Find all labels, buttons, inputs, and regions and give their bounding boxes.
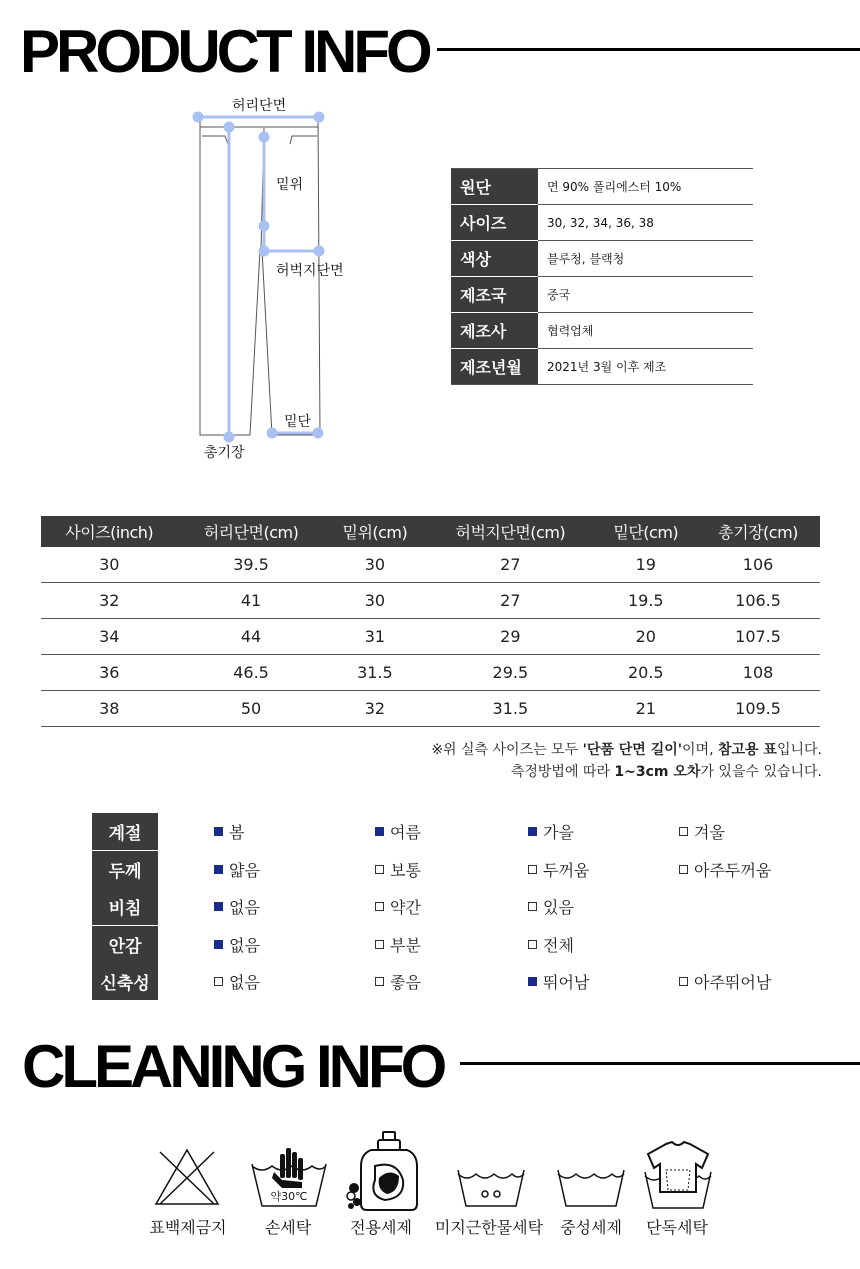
product-spec-table — [451, 168, 753, 385]
attribute-option — [528, 813, 574, 850]
checked-box-icon — [214, 865, 223, 874]
size-note-1 — [431, 739, 822, 759]
spec-row — [451, 169, 753, 205]
spec-row — [451, 349, 753, 385]
attribute-option — [214, 851, 260, 888]
unchecked-box-icon — [679, 865, 688, 874]
table-cell: 31.5 — [325, 655, 426, 691]
size-table-header: 허리단면(cm) — [178, 516, 325, 547]
attribute-key: 계절 — [92, 813, 158, 850]
spec-row — [451, 241, 753, 277]
table-cell: 30 — [325, 583, 426, 619]
table-cell: 19 — [595, 547, 696, 583]
spec-row — [451, 205, 753, 241]
spec-value: 2021년 3월 이후 제조 — [538, 349, 753, 385]
size-table-header: 사이즈(inch) — [41, 516, 178, 547]
checked-box-icon — [214, 902, 223, 911]
attribute-option — [528, 888, 574, 925]
table-cell: 32 — [325, 691, 426, 727]
attribute-option — [528, 926, 574, 963]
checked-box-icon — [528, 977, 537, 986]
checked-box-icon — [214, 827, 223, 836]
table-cell: 31.5 — [425, 691, 595, 727]
table-cell: 107.5 — [696, 619, 820, 655]
label-thigh: 허벅지단면 — [276, 263, 344, 279]
lukewarm-wash-icon — [455, 1164, 527, 1210]
table-row — [41, 547, 820, 583]
attribute-option — [375, 963, 421, 1000]
note-text: 입니다. — [776, 742, 822, 758]
size-note-2 — [511, 761, 822, 781]
no-bleach-icon — [152, 1146, 222, 1208]
size-table-header: 허벅지단면(cm) — [425, 516, 595, 547]
table-cell: 46.5 — [178, 655, 325, 691]
unchecked-box-icon — [375, 902, 384, 911]
note-text: ※위 실측 사이즈는 모두 — [431, 742, 583, 758]
label-hem: 밑단 — [284, 414, 312, 430]
attribute-option — [679, 963, 771, 1000]
spec-key: 색상 — [451, 241, 538, 277]
table-cell: 34 — [41, 619, 178, 655]
table-cell: 38 — [41, 691, 178, 727]
note-emphasis: 1~3cm 오차 — [614, 764, 701, 780]
option-label: 겨울 — [694, 823, 725, 842]
option-label: 약간 — [390, 898, 421, 917]
attribute-option — [375, 926, 421, 963]
label-waist: 허리단면 — [232, 98, 287, 114]
label-length: 총기장 — [204, 445, 245, 461]
spec-value: 30, 32, 34, 36, 38 — [538, 205, 753, 241]
table-cell: 106 — [696, 547, 820, 583]
attribute-option — [214, 963, 260, 1000]
care-label: 손세탁 — [264, 1218, 312, 1237]
spec-value: 블루청, 블랙청 — [538, 241, 753, 277]
attribute-option — [528, 963, 589, 1000]
spec-value: 면 90% 폴리에스터 10% — [538, 169, 753, 205]
table-cell: 41 — [178, 583, 325, 619]
neutral-detergent-icon — [555, 1164, 627, 1210]
option-label: 아주뛰어남 — [694, 973, 772, 992]
attribute-option — [528, 851, 589, 888]
size-table-header: 밑단(cm) — [595, 516, 696, 547]
spec-value: 협력업체 — [538, 313, 753, 349]
option-label: 두꺼움 — [543, 860, 590, 880]
table-cell: 29.5 — [425, 655, 595, 691]
attribute-option — [375, 851, 421, 888]
table-cell: 30 — [41, 547, 178, 583]
table-cell: 31 — [325, 619, 426, 655]
wash-separately-icon — [642, 1140, 714, 1212]
size-table-header: 밑위(cm) — [325, 516, 426, 547]
spec-key: 제조사 — [451, 313, 538, 349]
handwash-temp: 약30℃ — [270, 1190, 308, 1203]
option-label: 가을 — [543, 823, 574, 842]
table-cell: 32 — [41, 583, 178, 619]
option-label: 뛰어남 — [543, 973, 590, 992]
attribute-key: 신축성 — [92, 963, 158, 1000]
attribute-key: 비침 — [92, 888, 158, 925]
note-emphasis: '단품 단면 길이' — [582, 742, 683, 758]
option-label: 좋음 — [390, 973, 421, 992]
table-row — [41, 655, 820, 691]
unchecked-box-icon — [375, 865, 384, 874]
table-cell: 20 — [595, 619, 696, 655]
attribute-key: 안감 — [92, 926, 158, 963]
option-label: 있음 — [543, 898, 574, 917]
care-label: 단독세탁 — [646, 1218, 708, 1237]
cleaning-info-title: CLEANING INFO — [22, 1033, 444, 1100]
product-info-title: PRODUCT INFO — [20, 18, 429, 85]
spec-row — [451, 277, 753, 313]
care-label: 표백제금지 — [149, 1218, 227, 1237]
table-cell: 36 — [41, 655, 178, 691]
attribute-key: 두께 — [92, 851, 158, 888]
attribute-option — [375, 813, 421, 850]
attribute-option — [214, 926, 260, 963]
option-label: 부분 — [390, 935, 421, 955]
option-label: 여름 — [390, 823, 421, 842]
checked-box-icon — [214, 940, 223, 949]
table-cell: 27 — [425, 547, 595, 583]
care-label: 미지근한물세탁 — [434, 1218, 544, 1237]
table-cell: 20.5 — [595, 655, 696, 691]
table-cell: 27 — [425, 583, 595, 619]
spec-value: 중국 — [538, 277, 753, 313]
table-row — [41, 583, 820, 619]
option-label: 전체 — [543, 935, 574, 955]
table-cell: 29 — [425, 619, 595, 655]
option-label: 아주두꺼움 — [694, 860, 772, 880]
spec-row — [451, 313, 753, 349]
label-rise: 밑위 — [276, 177, 304, 193]
option-label: 없음 — [229, 973, 260, 992]
checked-box-icon — [375, 827, 384, 836]
product-info-rule — [437, 48, 860, 51]
detergent-bottle-icon — [345, 1130, 421, 1212]
table-cell: 19.5 — [595, 583, 696, 619]
cleaning-info-rule — [460, 1062, 860, 1065]
spec-key: 원단 — [451, 169, 538, 205]
note-text: 이며, — [682, 742, 718, 758]
spec-key: 제조국 — [451, 277, 538, 313]
care-label: 중성세제 — [560, 1218, 622, 1237]
option-label: 없음 — [229, 935, 260, 955]
unchecked-box-icon — [528, 940, 537, 949]
spec-key: 제조년월 — [451, 349, 538, 385]
unchecked-box-icon — [214, 977, 223, 986]
unchecked-box-icon — [679, 827, 688, 836]
table-cell: 44 — [178, 619, 325, 655]
table-row — [41, 619, 820, 655]
attribute-option — [679, 813, 725, 850]
option-label: 보통 — [390, 860, 421, 880]
size-table — [41, 516, 820, 727]
option-label: 없음 — [229, 898, 260, 917]
unchecked-box-icon — [528, 902, 537, 911]
attribute-option — [375, 888, 421, 925]
option-label: 봄 — [229, 823, 245, 842]
unchecked-box-icon — [528, 865, 537, 874]
note-text: 측정방법에 따라 — [510, 764, 615, 780]
checked-box-icon — [528, 827, 537, 836]
table-cell: 108 — [696, 655, 820, 691]
table-cell: 21 — [595, 691, 696, 727]
spec-key: 사이즈 — [451, 205, 538, 241]
note-emphasis: 참고용 표 — [717, 742, 777, 758]
table-row — [41, 691, 820, 727]
unchecked-box-icon — [375, 940, 384, 949]
size-table-header: 총기장(cm) — [696, 516, 820, 547]
table-cell: 30 — [325, 547, 426, 583]
hand-wash-icon — [248, 1140, 330, 1210]
note-text: 가 있을수 있습니다. — [700, 764, 822, 780]
attribute-option — [214, 888, 260, 925]
unchecked-box-icon — [679, 977, 688, 986]
attribute-option — [214, 813, 244, 850]
table-cell: 106.5 — [696, 583, 820, 619]
table-cell: 39.5 — [178, 547, 325, 583]
table-cell: 50 — [178, 691, 325, 727]
unchecked-box-icon — [375, 977, 384, 986]
attribute-option — [679, 851, 771, 888]
option-label: 얇음 — [229, 860, 260, 880]
care-label: 전용세제 — [350, 1218, 412, 1237]
table-cell: 109.5 — [696, 691, 820, 727]
